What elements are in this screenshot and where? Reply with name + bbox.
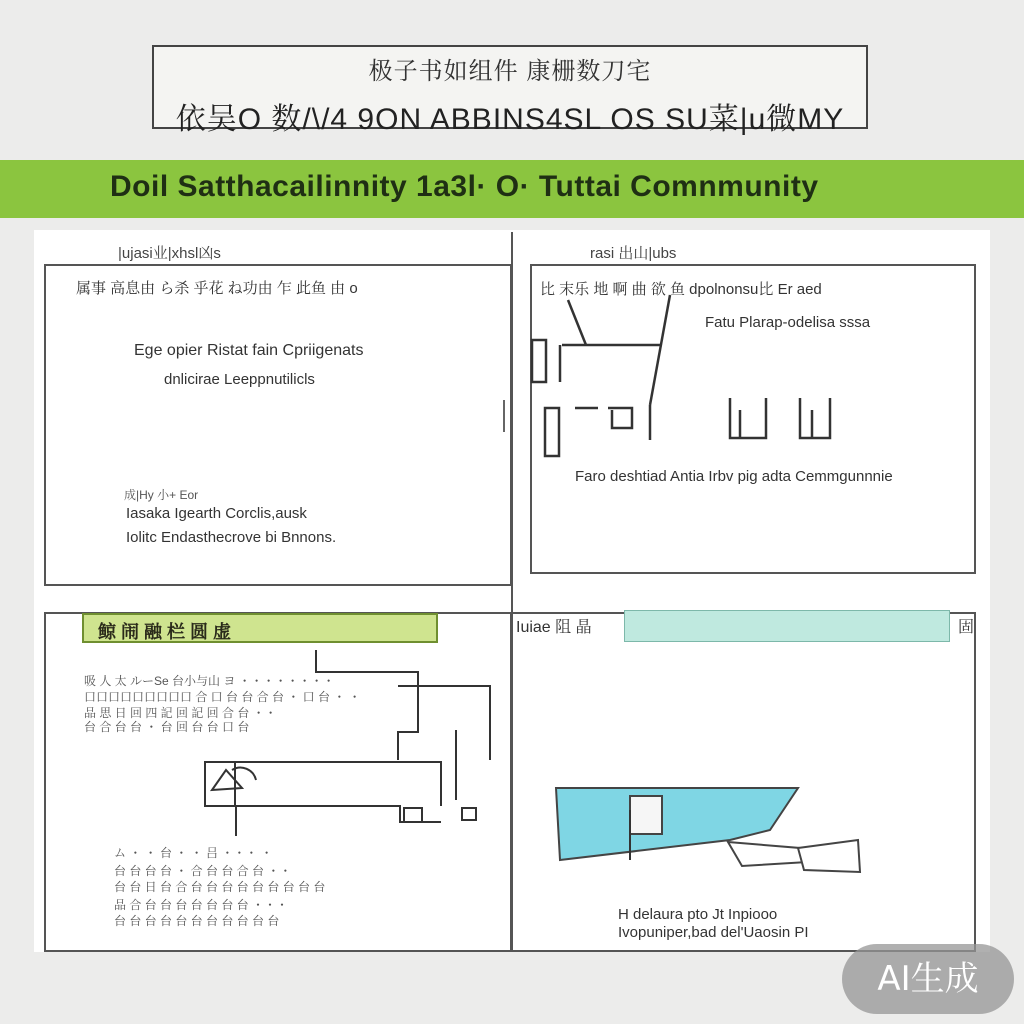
title-line-1: 极子书如组件 康栅数刀宅 [368,58,652,85]
ai-generated-badge: AI生成 [842,944,1014,1014]
top-left-subheader: 属事 高息由 ら杀 乎花 ね功由 乍 此鱼 由 o [76,280,358,297]
bottom-left-note-9: 台 台 台 台 台 台 台 台 台 台 台 [114,914,280,928]
title-line-2: 依吴O 数/\/4 9ON ABBINS4SL OS SU菜|u微MY [175,103,845,136]
bottom-left-note-5: ム ・ ・ 台 ・ ・ 吕 ・・・ ・ [114,846,273,860]
top-right-line-1: Fatu Plarap-odelisa sssa [705,314,871,331]
bottom-left-note-8: 品 合 台 台 台 台 台 台 台 ・・・ [114,898,289,912]
bottom-left-note-7: 台 台 日 台 合 台 台 台 台 台 台 台 台 台 [114,880,326,894]
top-left-line-5: Iolitc Endasthecrove bi Bnnons. [126,529,337,546]
bottom-right-caption-1: H delaura pto Jt Inpiooo [618,906,778,923]
bottom-left-floorplan [205,650,490,836]
bottom-left-note-4: 台 合 台 台 ・ 台 回 台 台 口 台 [84,720,250,734]
bottom-left-note-3: 品 思 日 回 四 記 回 記 回 合 台 ・・ [84,706,277,720]
top-left-line-3: 成|Hy 小+ Eor [124,488,199,502]
bottom-left-note-6: 台 台 台 台 ・ 合 台 台 合 台 ・・ [114,864,292,878]
top-left-line-4: Iasaka Igearth Corclis,ausk [126,505,307,522]
top-left-line-2: dnlicirae Leeppnutilicls [164,371,315,388]
top-right-header: rasi 出山|ubs [590,245,677,262]
bottom-left-note-2: 口口口口口口口口口 合 口 台 台 合 台 ・ 口 台 ・ ・ [84,690,361,704]
top-right-schematic [532,295,830,456]
bottom-right-header-right: 固 [958,619,975,636]
top-right-line-2: Faro deshtiad Antia Irbv pig adta Cemmgunnnie [575,468,893,485]
bottom-right-header-left: Iuiae 阻 晶 [516,619,592,636]
bottom-right-caption-2: Ivopuniper,bad del'Uaosin PI [618,924,809,941]
top-left-line-1: Ege opier Ristat fain Cpriigenats [134,342,364,359]
bottom-left-label: 鲸 闹 融 栏 圆 虚 [98,622,232,642]
top-left-header: |ujasi业|xhsl凶s [118,245,221,262]
banner-title: Doil Satthacailinnity 1a3l· O· Tuttai Comnmunity [110,170,819,203]
bottom-right-floorplan [556,788,860,872]
bottom-left-note-1: 吸 人 太 ルーSe 台小与山 ヨ ・・・・・・・・ [84,674,335,688]
top-right-subheader: 比 末乐 地 啊 曲 欲 鱼 dpolnonsu比 Er aed [540,281,822,298]
